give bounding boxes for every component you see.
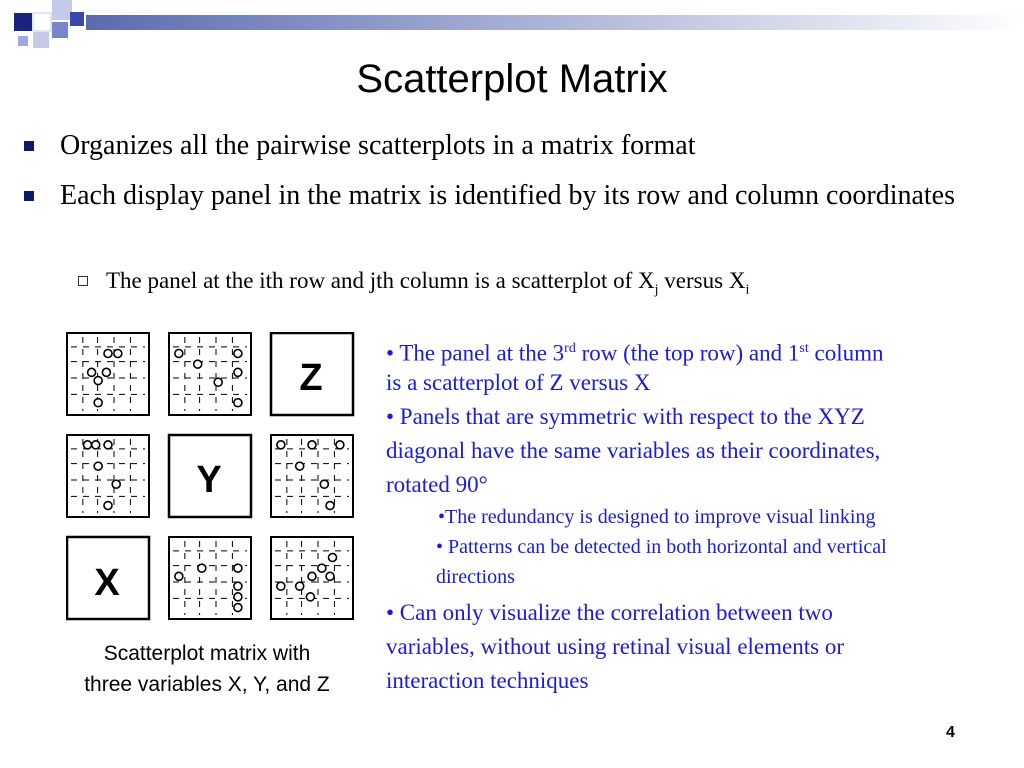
note-5-line-1: • Can only visualize the correlation between two xyxy=(386,600,833,625)
scatter-point xyxy=(94,399,102,407)
bullet-text: Each display panel in the matrix is identified by its row and column coordinates xyxy=(60,180,956,211)
scatter-point xyxy=(318,564,326,572)
page-number: 4 xyxy=(946,724,955,741)
scatter-point xyxy=(214,378,222,386)
scatter-point xyxy=(277,441,285,449)
scatter-point xyxy=(296,582,304,590)
deco-square xyxy=(18,36,28,46)
scatter-point xyxy=(194,360,202,368)
scatter-point xyxy=(234,368,242,376)
scatter-point xyxy=(94,462,102,470)
slide-title: Scatterplot Matrix xyxy=(356,57,668,101)
header-decoration xyxy=(0,0,1024,60)
diagram-caption xyxy=(40,638,374,700)
sub-bullet-text-mid: versus X xyxy=(658,268,746,293)
scatter-point xyxy=(306,593,314,601)
subscript-j: j xyxy=(654,282,659,298)
note-2-line-3: rotated 90° xyxy=(386,472,488,497)
bullet-text: Organizes all the pairwise scatterplots in a matrix format xyxy=(60,130,696,161)
note-2-line-1: • Panels that are symmetric with respect to the XYZ xyxy=(386,404,865,429)
scatter-point xyxy=(308,441,316,449)
deco-square xyxy=(52,22,68,38)
scatter-point xyxy=(320,480,328,488)
note-1a: • The panel at the 3 xyxy=(386,340,565,366)
deco-square xyxy=(70,12,84,26)
scatter-point xyxy=(277,582,285,590)
scatter-point xyxy=(114,350,122,358)
scatter-point xyxy=(329,554,337,562)
scatter-point xyxy=(198,564,206,572)
scatter-point xyxy=(234,604,242,612)
label-z: Z xyxy=(299,357,323,399)
note-1b: row (the top row) and 1 xyxy=(575,340,800,366)
square-bullet-icon xyxy=(24,191,34,201)
scatter-point xyxy=(94,377,102,385)
scatter-point xyxy=(112,480,120,488)
scatter-point xyxy=(336,441,344,449)
scatter-point xyxy=(234,564,242,572)
square-bullet-icon xyxy=(24,141,34,151)
deco-square xyxy=(14,13,32,31)
hollow-square-bullet-icon xyxy=(78,276,88,286)
caption-line-2: three variables X, Y, and Z xyxy=(84,673,330,696)
scatter-point xyxy=(104,441,112,449)
note-1-sup-rd: rd xyxy=(564,341,576,356)
scatter-point xyxy=(326,502,334,510)
note-1c: column xyxy=(808,340,884,366)
scatter-point xyxy=(234,399,242,407)
scatter-point xyxy=(104,502,112,510)
deco-square xyxy=(33,13,51,31)
label-y: Y xyxy=(196,459,222,501)
scatter-point xyxy=(308,572,316,580)
subscript-i: i xyxy=(745,282,750,298)
scatter-point xyxy=(88,368,96,376)
note-3: •The redundancy is designed to improve visual linking xyxy=(438,506,876,528)
scatter-point xyxy=(102,368,110,376)
deco-square xyxy=(33,32,49,48)
sub-bullet xyxy=(106,266,986,306)
note-1-line-2: is a scatterplot of Z versus X xyxy=(386,370,651,395)
bullet-2 xyxy=(60,178,1000,214)
scatter-point xyxy=(234,582,242,590)
scatter-point xyxy=(175,350,183,358)
scatter-point xyxy=(92,441,100,449)
note-5-line-2: variables, without using retinal visual elements or xyxy=(386,634,844,659)
note-4-line-1: • Patterns can be detected in both horizontal and vertical xyxy=(436,536,887,558)
scatter-point xyxy=(234,593,242,601)
note-1-line-1 xyxy=(386,332,1016,370)
scatter-point xyxy=(326,572,334,580)
note-4-line-2: directions xyxy=(436,566,515,588)
scatter-point xyxy=(234,350,242,358)
note-1-sup-st: st xyxy=(799,341,809,356)
deco-square xyxy=(52,0,72,20)
scatter-point xyxy=(84,441,92,449)
scatter-point xyxy=(175,572,183,580)
sub-bullet-text-before: The panel at the ith row and jth column is a scatterplot of X xyxy=(106,268,655,293)
scatter-point xyxy=(296,462,304,470)
header-gradient-bar xyxy=(86,15,1024,30)
bullet-1 xyxy=(60,128,1000,164)
note-5-line-3: interaction techniques xyxy=(386,668,589,693)
label-x: X xyxy=(94,562,120,604)
caption-line-1: Scatterplot matrix with xyxy=(103,642,311,665)
scatterplot-matrix xyxy=(66,332,356,622)
note-2-line-2: diagonal have the same variables as their coordinates, xyxy=(386,438,881,463)
scatter-point xyxy=(104,350,112,358)
